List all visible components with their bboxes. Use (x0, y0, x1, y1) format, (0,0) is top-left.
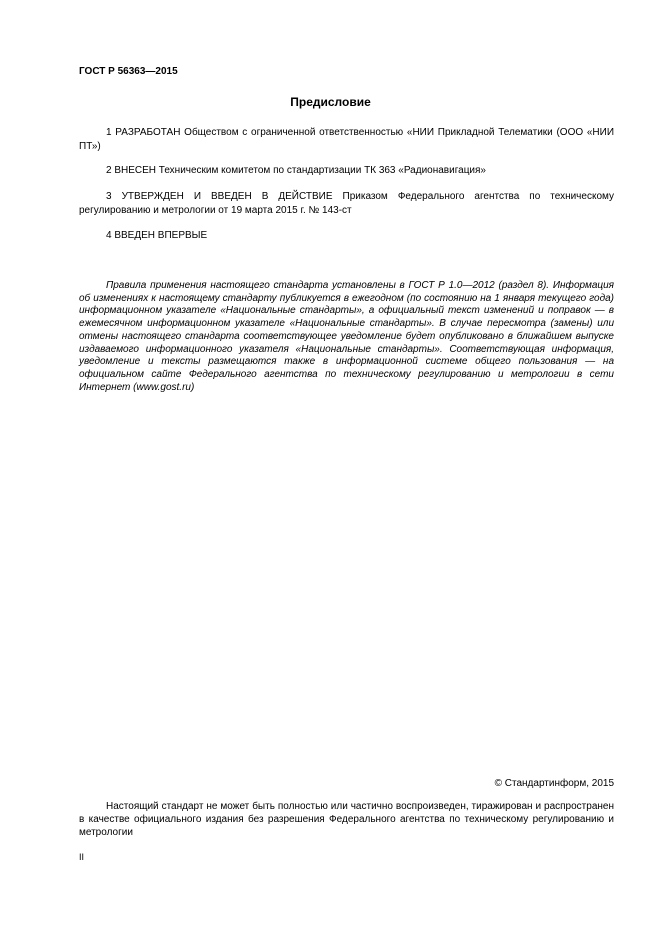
page-title: Предисловие (290, 95, 371, 109)
document-id-header: ГОСТ Р 56363—2015 (79, 66, 178, 77)
foreword-item-introduced: 4 ВВЕДЕН ВПЕРВЫЕ (106, 230, 208, 241)
foreword-item-developed: 1 РАЗРАБОТАН Обществом с ограниченной ответственностью «НИИ Прикладной Телематики (ООО «НИИ ПТ») (79, 127, 614, 152)
reproduction-rights-notice: Настоящий стандарт не может быть полностью или частично воспроизведен, тиражирован и распространен в качестве официального издания без разрешения Федерального агентства по техническому регулированию и метрологии (79, 801, 614, 838)
foreword-item-submitted: 2 ВНЕСЕН Техническим комитетом по стандартизации ТК 363 «Радионавигация» (106, 165, 486, 176)
page-number: II (79, 852, 85, 862)
application-rules-note: Правила применения настоящего стандарта установлены в ГОСТ Р 1.0—2012 (раздел 8). Информация об изменениях к настоящему стандарту публикуется в ежегодном (по состоянию на 1 января текущего года) информационном указателе «Национальные стандарты», а официальный текст изменений и поправок — в ежемесячном информационном указателе «Национальные стандарты». В случае пересмотра (замены) или отмены настоящего стандарта соответствующее уведомление будет опубликовано в ближайшем выпуске издаваемого информационного указателя «Национальные стандарты». Соответствующая информация, уведомление и тексты размещаются также в информационной системе общего пользования — на официальном сайте Федерального агентства по техническому регулированию и метрологии в сети Интернет (www.gost.ru) (79, 280, 614, 393)
foreword-item-approved: 3 УТВЕРЖДЕН И ВВЕДЕН В ДЕЙСТВИЕ Приказом Федерального агентства по техническому регулированию и метрологии от 19 марта 2015 г. № 143-ст (79, 191, 614, 216)
copyright-notice: © Стандартинформ, 2015 (494, 778, 614, 789)
